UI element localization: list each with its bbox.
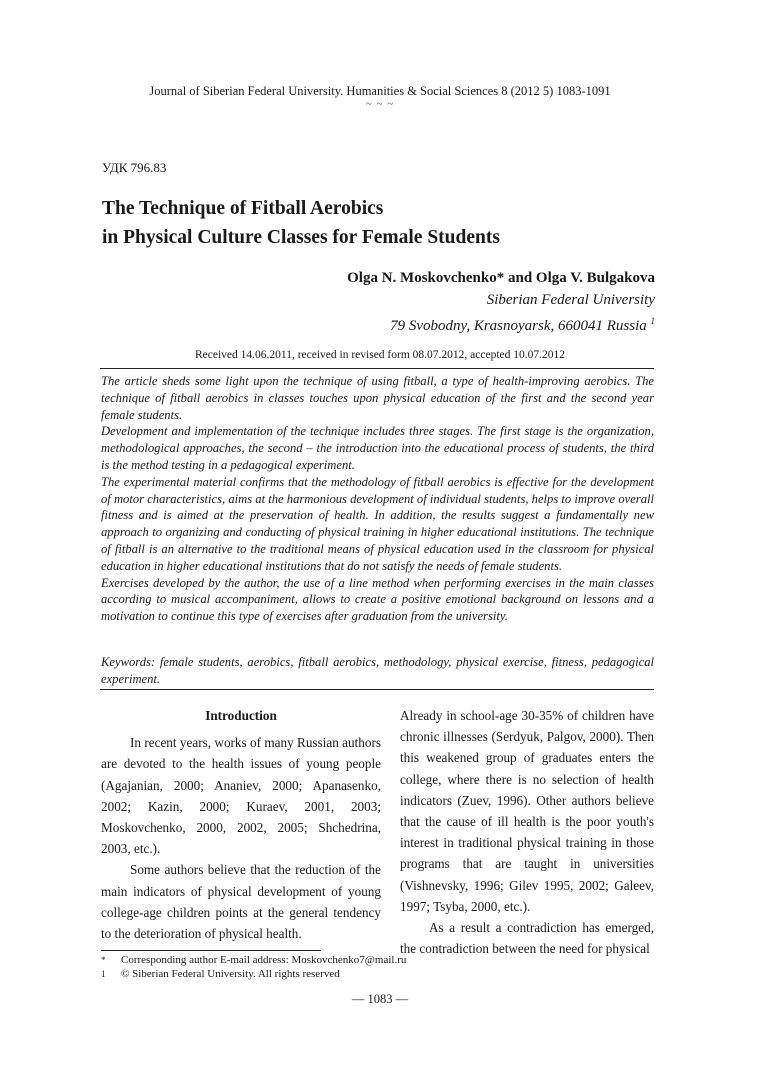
abstract-bottom-rule [100,689,654,690]
udk-code: УДК 796.83 [102,160,167,175]
footnote-text: © Siberian Federal University. All rights reserved [121,968,340,980]
body-paragraph: Already in school-age 30-35% of children have chronic illnesses (Serdyuk, Palgov, 2000). Then this weakened group of graduates enters the college, where there is no selection of health indicators (Zuev, 1996). Other authors believe that the cause of ill health is the poor youth's interest in traditional physical training in those programs that are taught in universities (Vishnevsky, 1996; Gilev 1995, 2002; Galeev, 1997; Tsyba, 2000, etc.). [400,708,654,914]
author-names: Olga N. Moskovchenko* and Olga V. Bulgakova [347,270,655,286]
body-column-right [400,705,654,959]
address [347,311,655,338]
abstract-paragraph: The experimental material confirms that the methodology of fitball aerobics is effective for the development of motor characteristics, aims at the harmonious development of individual students, helps to improve overall fitness and is aimed at the preservation of health. In addition, the results suggest a fundamentally new approach to organizing and conducting of physical training in higher educational institutions. The technique of fitball is an alternative to the traditional means of physical education used in the classroom for physical education in higher educational institutions that do not satisfy the needs of female students. [101,474,654,573]
section-heading-introduction: Introduction [205,708,277,723]
footnote-mark: 1 [101,969,106,979]
title-line-2: in Physical Culture Classes for Female Students [102,227,500,248]
running-head: Journal of Siberian Federal University. Humanities & Social Sciences 8 (2012 5) 1083-1091 [149,84,611,98]
abstract-top-rule [100,368,654,369]
footnote [101,953,661,967]
ornament-tilde: ~ ~ ~ [365,98,395,110]
body-paragraph: As a result a contradiction has emerged, the contradiction between the need for physical [400,920,654,957]
footnote-mark: * [101,955,106,965]
received-dates: Received 14.06.2011, received in revised form 08.07.2012, accepted 10.07.2012 [194,349,566,361]
footnote-rule [101,950,321,951]
footnote [101,967,661,981]
body-column-left [101,705,381,944]
footnotes [101,953,661,981]
abstract [101,373,654,625]
article-title [102,194,662,252]
abstract-paragraph: Exercises developed by the author, the use of a line method when performing exercises in the main classes according to musical accompaniment, allows to create a positive emotional background on lessons and a motivation to continue this type of exercises after graduation from the university. [101,575,654,624]
abstract-paragraph: Development and implementation of the technique includes three stages. The first stage is the organization, methodological approaches, the second – the introduction into the educational process of students, the third is the method testing in a pedagogical experiment. [101,424,654,472]
author-block [347,268,655,338]
address-footnote-mark: 1 [650,316,655,326]
body-paragraph: Some authors believe that the reduction of the main indicators of physical development of young college-age children points at the general tendency to the deterioration of physical health. [101,862,381,942]
body-paragraph: In recent years, works of many Russian authors are devoted to the health issues of young people (Agajanian, 2000; Ananiev, 2000; Apanasenko, 2002; Kazin, 2000; Kuraev, 2001, 2003; Moskovchenko, 2000, 2002, 2005; Shchedrina, 2003, etc.). [101,735,381,857]
abstract-paragraph: The article sheds some light upon the technique of using fitball, a type of health-improving aerobics. The technique of fitball aerobics in classes touches upon physical education of the first and the second year female students. [101,374,654,422]
keywords: Keywords: female students, aerobics, fitball aerobics, methodology, physical exercise, fitness, pedagogical experiment. [101,655,654,686]
footnote-text: Corresponding author E-mail address: Moskovchenko7@mail.ru [121,954,407,966]
affiliation: Siberian Federal University [486,291,655,308]
title-line-1: The Technique of Fitball Aerobics [102,198,384,219]
page-number: — 1083 — [351,992,409,1006]
address-text: 79 Svobodny, Krasnoyarsk, 660041 Russia [390,318,647,334]
